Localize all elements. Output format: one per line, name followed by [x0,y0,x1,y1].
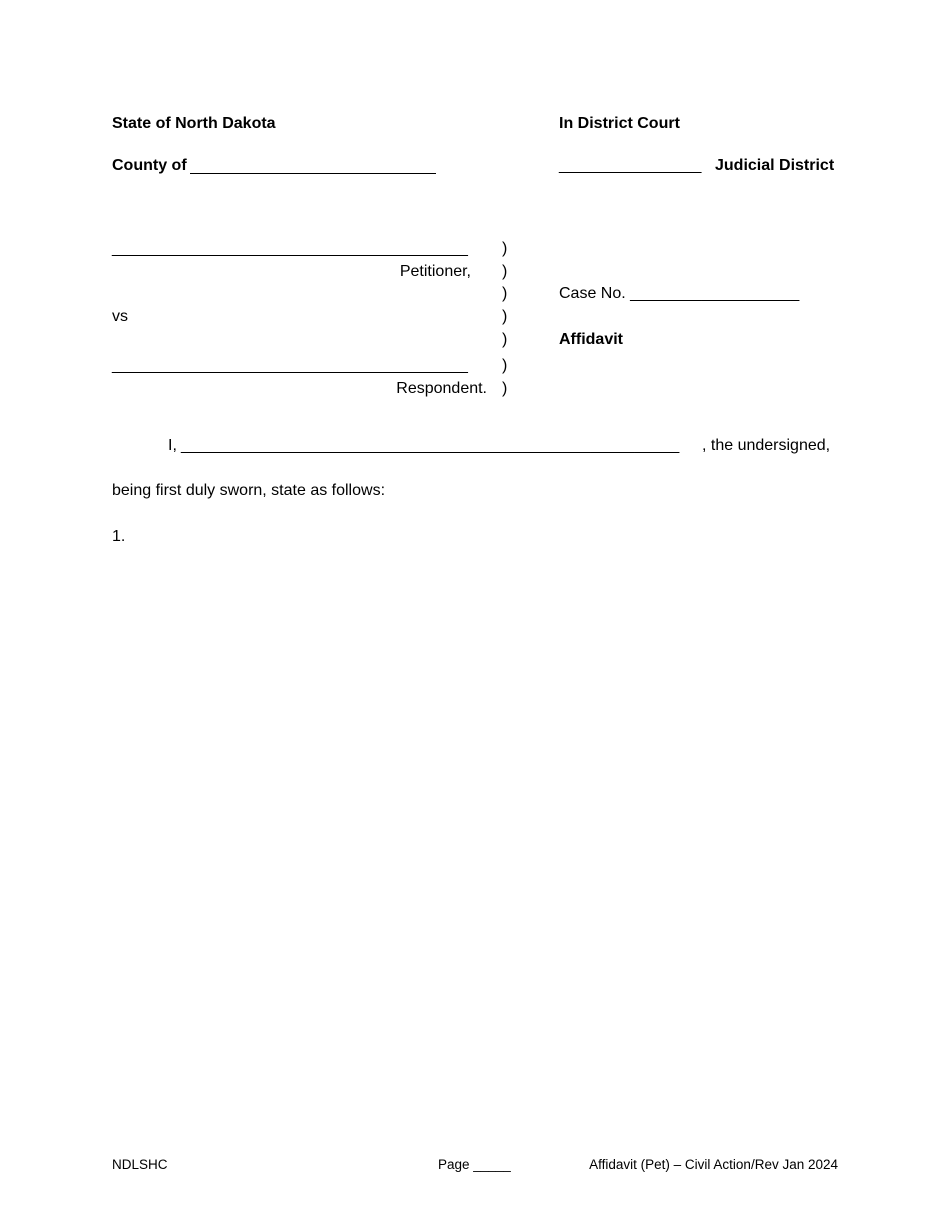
petitioner-name-blank[interactable]: ________________________________________ [112,240,468,257]
respondent-name-blank[interactable]: ________________________________________ [112,357,468,374]
document-title: Affidavit [559,331,623,348]
court-label: In District Court [559,115,680,132]
affiant-prefix: I, [168,437,177,454]
judicial-district-blank[interactable]: ________________ [559,157,702,174]
footer-page: Page _____ [438,1157,511,1172]
caption-paren: ) [502,331,508,348]
caption-paren: ) [502,380,508,397]
affiant-suffix: , the undersigned, [702,437,831,454]
respondent-label: Respondent. [396,380,487,397]
footer-org: NDLSHC [112,1157,168,1172]
list-item-number: 1. [112,528,126,545]
county-label: County of [112,157,187,174]
caption-paren: ) [502,240,508,257]
caption-paren: ) [502,285,508,302]
caption-paren: ) [502,357,508,374]
vs-label: vs [112,308,128,325]
affiant-name-blank[interactable]: ________________________________________________________ [181,437,680,454]
footer-form-id: Affidavit (Pet) – Civil Action/Rev Jan 2024 [589,1157,838,1172]
caption-paren: ) [502,308,508,325]
petitioner-label: Petitioner, [399,263,471,280]
case-number-field[interactable]: Case No. ___________________ [559,285,800,302]
oath-statement: being first duly sworn, state as follows: [112,482,386,499]
judicial-district-label: Judicial District [715,157,835,174]
state-label: State of North Dakota [112,115,276,132]
county-input-line[interactable] [190,173,436,174]
caption-paren: ) [502,263,508,280]
